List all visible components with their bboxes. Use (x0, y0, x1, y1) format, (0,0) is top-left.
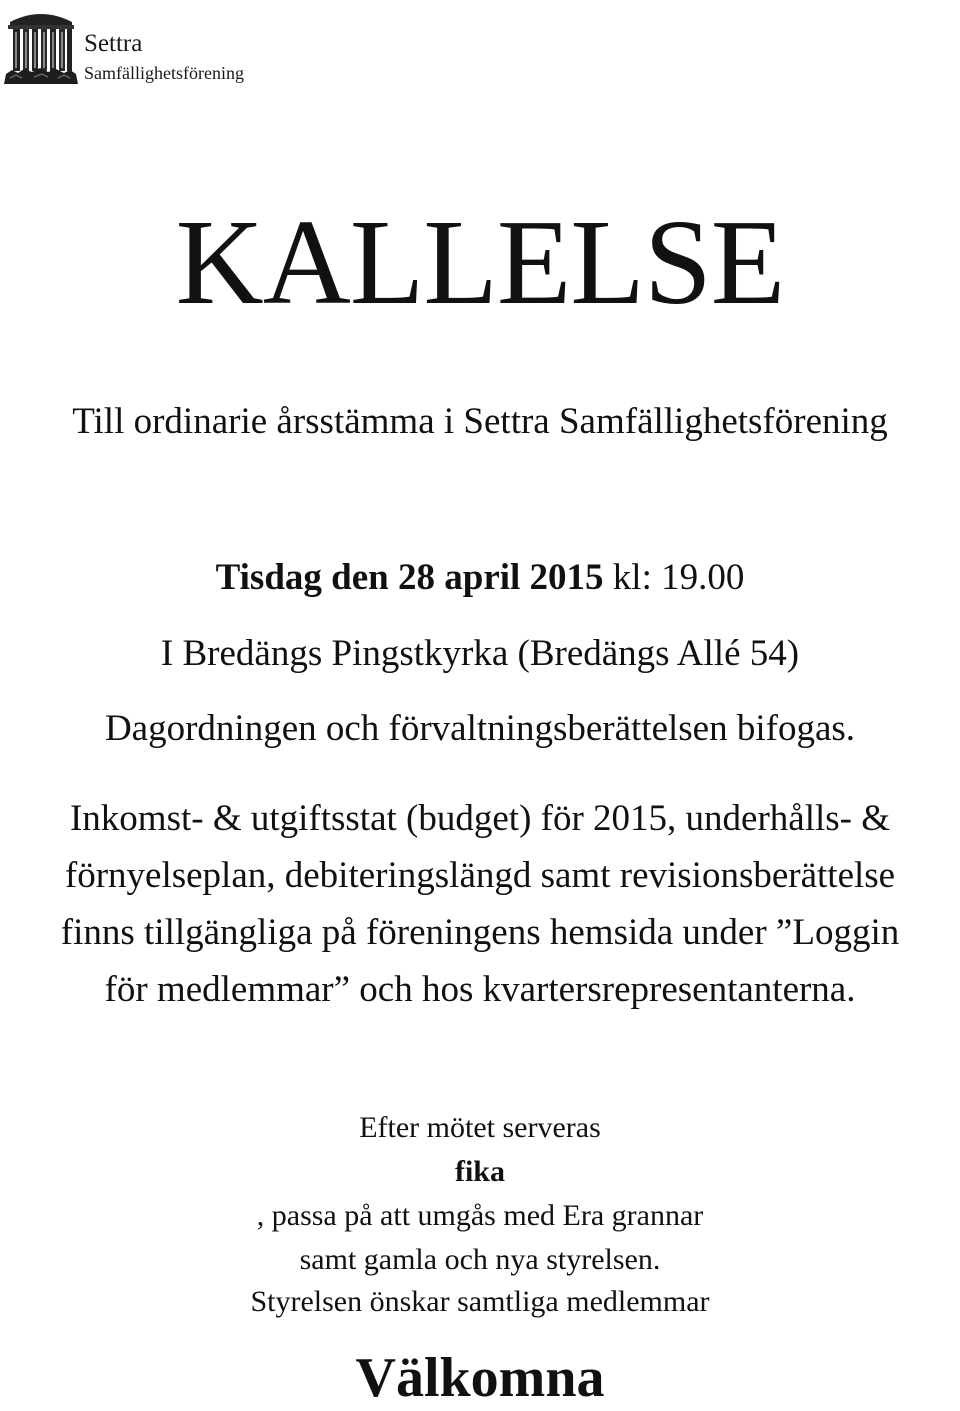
agenda-note: Dagordningen och förvaltningsberättelsen bifogas. (104, 708, 856, 749)
greeting: Styrelsen önskar samtliga medlemmar (250, 1285, 710, 1318)
water-tower-icon (4, 8, 78, 84)
documents-line: Inkomst- & utgiftsstat (budget) för 2015, underhålls- & (69, 798, 891, 839)
documents-line: för medlemmar” och hos kvartersrepresentanterna. (104, 969, 856, 1010)
fika-line-2: samt gamla och nya styrelsen. (299, 1243, 661, 1276)
page-title: KALLELSE (175, 195, 785, 330)
fika-bold: fika (454, 1155, 505, 1188)
meeting-datetime (0, 556, 960, 600)
logo-subtitle: Samfällighetsförening (84, 63, 244, 83)
fika-after: , passa på att umgås med Era grannar (256, 1199, 704, 1232)
documents-line: finns tillgängliga på föreningens hemsida under ”Loggin (60, 912, 900, 953)
logo (4, 8, 274, 84)
fika-line-1 (0, 1106, 960, 1238)
logo-name: Settra (84, 30, 143, 57)
fika-before: Efter mötet serveras (359, 1111, 601, 1144)
invitation-subtitle: Till ordinarie årsstämma i Settra Samfällighetsförening (72, 401, 888, 442)
meeting-place: I Bredängs Pingstkyrka (Bredängs Allé 54) (160, 633, 800, 674)
welcome-text: Välkomna (355, 1347, 605, 1409)
documents-paragraph (0, 790, 960, 1018)
fika-paragraph (0, 1106, 960, 1282)
documents-line: förnyelseplan, debiteringslängd samt revisionsberättelse (64, 855, 896, 896)
meeting-time: kl: 19.00 (603, 557, 745, 598)
meeting-date: Tisdag den 28 april 2015 (215, 557, 604, 598)
